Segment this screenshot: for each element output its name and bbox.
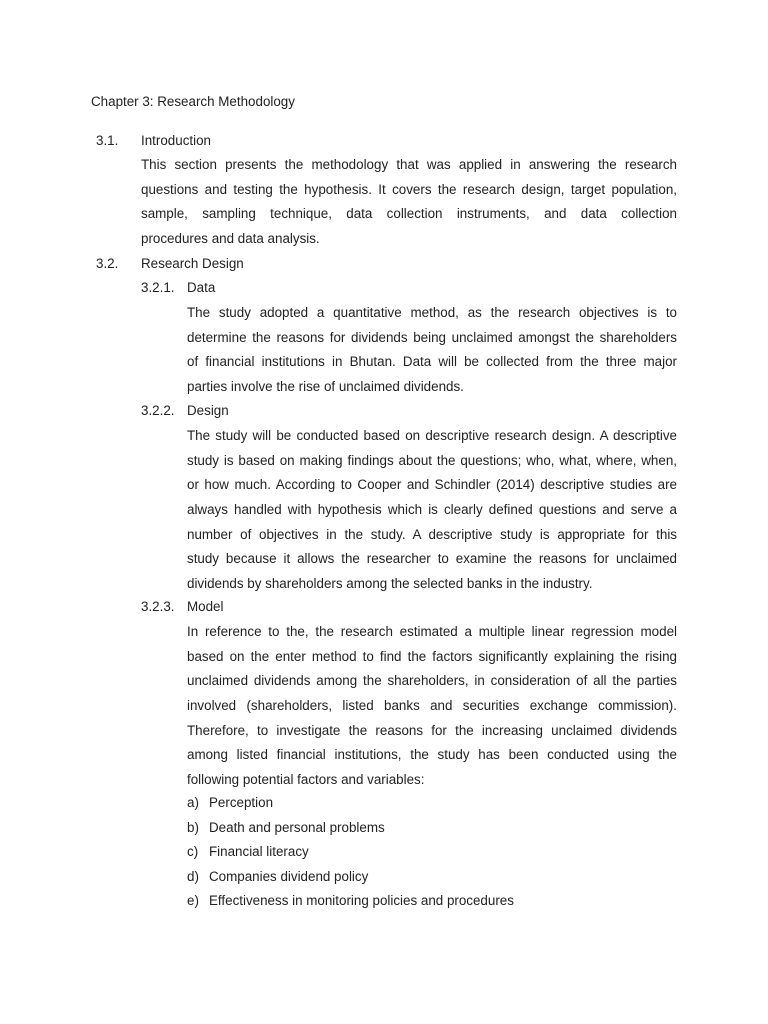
paragraph-line: Therefore, to investigate the reasons for the increasing unclaimed dividends [187, 722, 677, 738]
list-marker: e) [187, 893, 199, 908]
paragraph-line: In reference to the, the research estimated a multiple linear regression model [187, 624, 677, 639]
paragraph-line: procedures and data analysis. [141, 231, 320, 247]
model-paragraph [187, 620, 677, 793]
section-title: Introduction [141, 133, 211, 148]
list-item-text: Death and personal problems [209, 819, 385, 835]
subsection-number: 3.2.2. [141, 403, 175, 418]
section-heading-research-design [96, 254, 396, 274]
subsection-heading-model [141, 597, 441, 617]
chapter-title: Chapter 3: Research Methodology [91, 94, 295, 109]
paragraph-line: determine the reasons for dividends being unclaimed amongst the shareholders [187, 329, 677, 345]
subsection-title: Data [187, 280, 216, 295]
paragraph-line: dividends by shareholders among the selected banks in the industry. [187, 576, 593, 592]
paragraph-line: study is based on making findings about the questions; who, what, where, when, [187, 452, 677, 468]
list-item-text: Financial literacy [209, 844, 309, 859]
paragraph-line: involved (shareholders, listed banks and securities exchange commission). [187, 698, 677, 714]
paragraph-line: This section presents the methodology that was applied in answering the research [141, 157, 677, 172]
paragraph-line: unclaimed dividends among the shareholders, in consideration of all the parties [187, 673, 677, 689]
subsection-number: 3.2.1. [141, 280, 175, 295]
list-item-text: Perception [209, 795, 274, 810]
paragraph-line: of financial institutions in Bhutan. Data will be collected from the three major [187, 354, 677, 370]
subsection-number: 3.2.3. [141, 599, 175, 614]
paragraph-line: sample, sampling technique, data collection instruments, and data collection [141, 206, 677, 222]
paragraph-line: based on the enter method to find the factors significantly explaining the rising [187, 648, 677, 664]
subsection-title: Model [187, 599, 224, 614]
list-marker: c) [187, 844, 199, 859]
data-paragraph [187, 301, 677, 400]
list-item [187, 842, 587, 867]
subsection-title: Design [187, 403, 229, 418]
list-item-text: Companies dividend policy [209, 868, 369, 884]
section-heading-introduction [96, 131, 396, 151]
paragraph-line: questions and testing the hypothesis. It covers the research design, target population, [141, 181, 677, 197]
section-number: 3.2. [96, 256, 119, 271]
subsection-heading-design [141, 401, 441, 421]
paragraph-line: or how much. According to Cooper and Schindler (2014) descriptive studies are [187, 477, 677, 493]
list-marker: a) [187, 795, 199, 810]
paragraph-line: number of objectives in the study. A descriptive study is appropriate for this [187, 526, 677, 542]
paragraph-line: parties involve the rise of unclaimed dividends. [187, 379, 464, 395]
paragraph-line: always handled with hypothesis which is clearly defined questions and serve a [187, 502, 677, 518]
list-item [187, 867, 587, 892]
list-item [187, 891, 587, 916]
list-item-text: Effectiveness in monitoring policies and procedures [209, 893, 514, 908]
introduction-paragraph [141, 153, 677, 252]
section-number: 3.1. [96, 133, 119, 148]
list-marker: b) [187, 819, 199, 835]
list-marker: d) [187, 868, 199, 884]
list-item [187, 793, 587, 818]
section-title: Research Design [141, 256, 244, 271]
paragraph-line: following potential factors and variables: [187, 772, 425, 788]
paragraph-line: study because it allows the researcher to examine the reasons for unclaimed [187, 551, 677, 567]
factors-list [187, 793, 587, 916]
subsection-heading-data [141, 278, 441, 298]
paragraph-line: The study adopted a quantitative method, as the research objectives is to [187, 305, 677, 320]
paragraph-line: among listed financial institutions, the study has been conducted using the [187, 747, 677, 763]
paragraph-line: The study will be conducted based on descriptive research design. A descriptive [187, 428, 677, 443]
list-item [187, 818, 587, 843]
design-paragraph [187, 424, 677, 597]
